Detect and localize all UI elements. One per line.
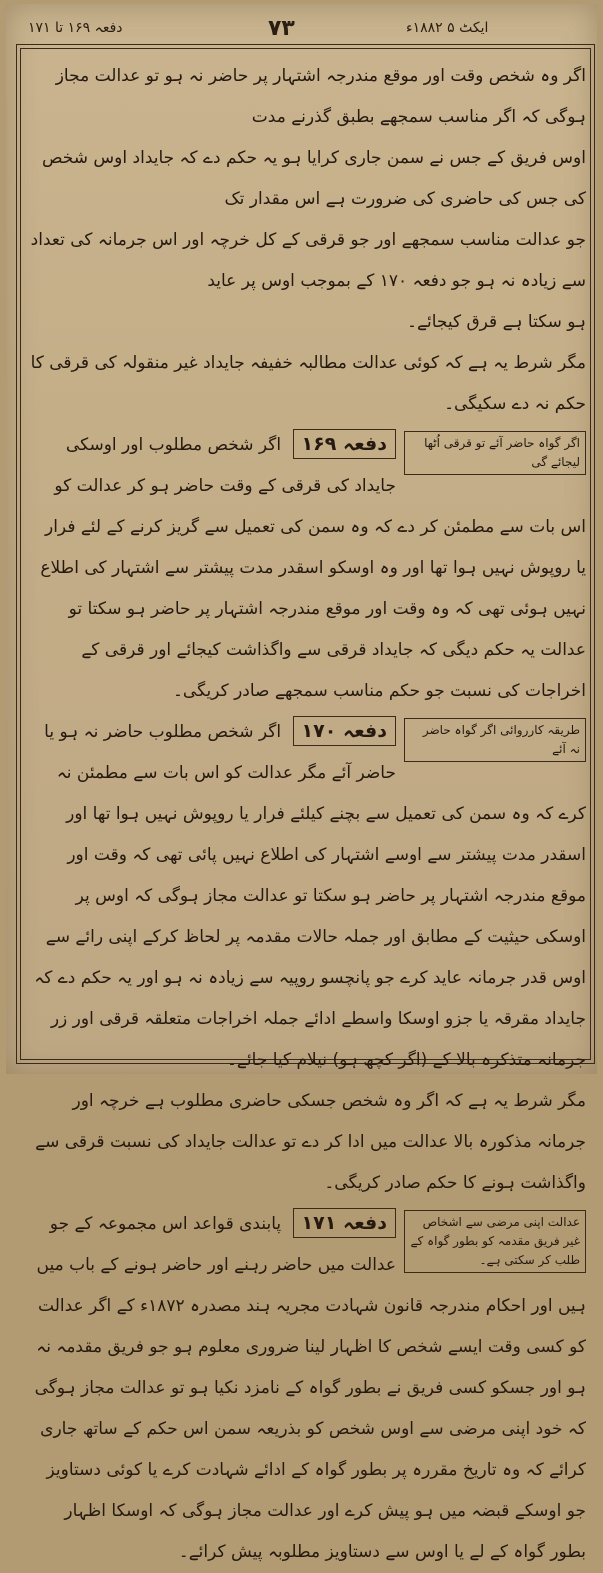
- section-170: [30, 712, 586, 1204]
- page-number: ۷۳: [268, 16, 295, 41]
- margin-note-171: عدالت اپنی مرضی سے اشخاص غیر فریق مقدمہ کو بطور گواہ کے طلب کر سکتی ہے۔: [404, 1210, 586, 1273]
- header-section-range: دفعہ ۱۶۹ تا ۱۷۱: [28, 20, 123, 36]
- paragraph-1: اگر وہ شخص وقت اور موقع مندرجہ اشتہار پر حاضر نہ ہو تو عدالت مجاز ہوگی کہ اگر مناسب سمجھے بطبق گذرنے مدت: [55, 66, 586, 127]
- section-171-text: پابندی قواعد اس مجموعہ کے جو عدالت میں حاضر رہنے اور حاضر ہونے کے باب میں ہیں اور احکام مندرجہ قانون شہادت مجریہ ہند مصدرہ ۱۸۷۲ء کے اگر عدالت کو کسی وقت ایسے شخص کا اظہار لینا ضروری معلوم ہو جو فریق مقدمہ نہ ہو اور جسکو کسی فریق نے بطور گواہ کے نامزد نکیا ہو تو عدالت مجاز ہوگی کہ خود اپنی مرضی سے اوس شخص کو بذریعہ سمن اس حکم کے ساتھ جاری کرائے کہ وہ تاریخ مقررہ پر بطور گواہ کے ادائے شہادت کرے یا کوئی دستاویز جو اوسکے قبضہ میں ہو پیش کرے اور عدالت مجاز ہوگی کہ اوسکا اظہار بطور گواہ کے لے یا اوس سے دستاویز مطلوبہ پیش کرائے۔: [34, 1214, 586, 1562]
- margin-note-170: طریقہ کارروائی اگر گواہ حاضر نہ آئے: [404, 718, 586, 762]
- paragraph-3: جو عدالت مناسب سمجھے اور جو قرقی کے کل خرچہ اور اس جرمانہ کی تعداد سے زیادہ نہ ہو جو دفعہ ۱۷۰ کے بموجب اوس پر عاید: [30, 230, 586, 291]
- paragraph-4: ہو سکتا ہے قرق کیجائے۔: [407, 312, 586, 332]
- scanned-page: [6, 4, 597, 1562]
- section-170-proviso: مگر شرط یہ ہے کہ اگر وہ شخص جسکی حاضری مطلوب ہے خرچہ اور جرمانہ مذکورہ بالا عدالت میں ادا کر دے تو عدالت جایداد کی نسبت قرقی سے واگذاشت ہونے کا حکم صادر کریگی۔: [35, 1091, 586, 1193]
- margin-note-169: اگر گواہ حاضر آئے تو قرقی اُٹھا لیجائے گی: [404, 431, 586, 475]
- section-169-heading: دفعہ ۱۶۹: [293, 429, 396, 459]
- proviso-paragraph: مگر شرط یہ ہے کہ کوئی عدالت مطالبہ خفیفہ جایداد غیر منقولہ کی قرقی کا حکم نہ دے سکیگی۔: [30, 353, 586, 414]
- section-171-heading: دفعہ ۱۷۱: [293, 1208, 396, 1238]
- section-169: [30, 425, 586, 712]
- section-170-heading: دفعہ ۱۷۰: [293, 716, 396, 746]
- page-body: [30, 56, 586, 1562]
- header-act-title: ایکٹ ۵ ۱۸۸۲ء: [406, 20, 489, 36]
- paragraph-2: اوس فریق کے جس نے سمن جاری کرایا ہو یہ حکم دے کہ جایداد اوس شخص کی جس کی حاضری کی ضرورت ہے اس مقدار تک: [41, 148, 586, 209]
- page-header: [6, 16, 597, 46]
- section-171: [30, 1204, 586, 1573]
- section-170-text: اگر شخص مطلوب حاضر نہ ہو یا حاضر آئے مگر عدالت کو اس بات سے مطمئن نہ کرے کہ وہ سمن کی تعمیل سے بچنے کیلئے فرار یا روپوش نہیں ہوا تھا اور اسقدر مدت پیشتر سے اوسے اشتہار کی اطلاع نہیں پائی تھی کہ وقت اور موقع مندرجہ اشتہار پر حاضر ہو سکتا تو عدالت مجاز ہوگی کہ اوس پر اوسکی حیثیت کے مطابق اور جملہ حالات مقدمہ پر لحاظ کرکے اپنی رائے سے اوس قدر جرمانہ عاید کرے جو پانچسو روپیہ سے زیادہ نہ ہو اور یہ حکم دے کہ جایداد مقرقہ یا جزو اوسکا واسطے ادائے جملہ اخراجات متعلقہ قرقی اور زر جرمانہ متذکرہ بالا کے (اگر کچھ ہو) نیلام کیا جائے۔: [34, 722, 586, 1070]
- section-169-text: اگر شخص مطلوب اور اوسکی جایداد کی قرقی کے وقت حاضر ہو کر عدالت کو اس بات سے مطمئن کر دے کہ وہ سمن کی تعمیل سے گریز کرنے کے لئے فرار یا روپوش نہیں ہوا تھا اور وہ اوسکو اسقدر مدت پیشتر سے اشتہار کی اطلاع نہیں ہوئی تھی کہ وہ وقت اور موقع مندرجہ اشتہار پر حاضر ہو سکتا تو عدالت یہ حکم دیگی کہ جایداد قرقی سے واگذاشت کیجائے اور قرقی کے اخراجات کی نسبت جو حکم مناسب سمجھے صادر کریگی۔: [40, 435, 586, 701]
